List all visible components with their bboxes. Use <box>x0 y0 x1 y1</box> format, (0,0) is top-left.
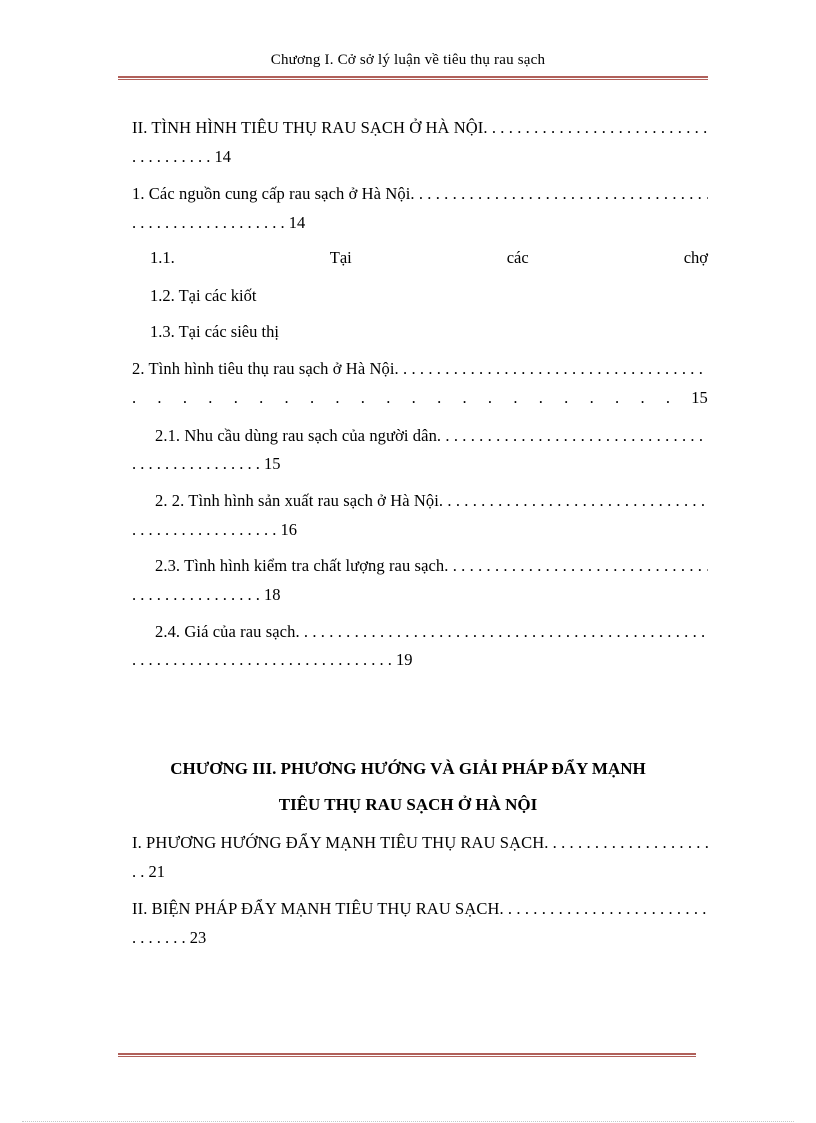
toc-entry-page: . . . . . . . . . . . . . . . . . . . . . . 15 <box>132 388 708 407</box>
toc-entry-title: 2.1. Nhu cầu dùng rau sạch của người dân. . . . <box>155 426 708 445</box>
chapter-heading: CHƯƠNG III. PHƯƠNG HƯỚNG VÀ GIẢI PHÁP ĐẨY MẠNH <box>170 759 646 778</box>
toc-entry-2-2[interactable] <box>155 491 708 511</box>
toc-word: Tại <box>329 248 352 267</box>
toc-entry-title: 2.4. Giá của rau sạch. . . . <box>155 622 708 641</box>
toc-entry-title: 1. Các nguồn cung cấp rau sạch ở Hà Nội. . . . <box>132 184 708 203</box>
toc-entry-title: 2. 2. Tình hình sản xuất rau sạch ở Hà Nội. . . . <box>155 491 708 510</box>
toc-entry-title: II. TÌNH HÌNH TIÊU THỤ RAU SẠCH Ở HÀ NỘI. . . . <box>132 118 708 137</box>
toc-entry-1-1[interactable] <box>150 248 708 268</box>
toc-entry-2-1[interactable] <box>155 426 708 446</box>
toc-entry-title: I. PHƯƠNG HƯỚNG ĐẨY MẠNH TIÊU THỤ RAU SẠCH. . . . <box>132 833 708 852</box>
toc-entry-1-3[interactable]: 1.3. Tại các siêu thị <box>150 322 279 341</box>
toc-entry-2[interactable] <box>132 359 708 379</box>
toc-entry-title: 2. Tình hình tiêu thụ rau sạch ở Hà Nội. . . . <box>132 359 708 378</box>
header-rule <box>118 76 708 80</box>
toc-word: các <box>506 248 529 267</box>
footer-rule <box>118 1053 696 1057</box>
page-edge-divider <box>22 1121 794 1122</box>
toc-entry-2-3[interactable] <box>155 556 708 576</box>
toc-entry-chapter3-i[interactable] <box>132 833 708 853</box>
toc-entry-page: . . . . . . . . . . . . . . . . 18 <box>132 585 281 604</box>
toc-entry-title: 2.3. Tình hình kiểm tra chất lượng rau sạch. . . . <box>155 556 708 575</box>
toc-entry-chapter3-ii[interactable] <box>132 899 708 919</box>
page-number: 15 <box>691 388 708 407</box>
toc-word: 1.1. <box>150 248 175 267</box>
toc-entry-title: II. BIỆN PHÁP ĐẨY MẠNH TIÊU THỤ RAU SẠCH. . . . <box>132 899 708 918</box>
toc-entry-1-2[interactable]: 1.2. Tại các kiốt <box>150 286 257 305</box>
chapter-heading-line2: TIÊU THỤ RAU SẠCH Ở HÀ NỘI <box>278 795 538 814</box>
running-header: Chương I. Cở sở lý luận về tiêu thụ rau sạch <box>270 52 546 68</box>
toc-entry-2-4[interactable] <box>155 622 708 642</box>
toc-entry-page: . . . . . . . . . . . . . . . . . . . . . . . . . . . . . . . . 19 <box>132 650 413 669</box>
toc-entry-page: . . 21 <box>132 862 165 881</box>
toc-entry-page: . . . . . . . . . . . . . . . . 15 <box>132 454 281 473</box>
toc-entry-page: . . . . . . . . . . . . . . . . . . 16 <box>132 520 297 539</box>
toc-entry-1[interactable] <box>132 184 708 204</box>
toc-entry-page: . . . . . . . . . . 14 <box>132 147 231 166</box>
toc-entry-page: . . . . . . . 23 <box>132 928 207 947</box>
toc-word: chợ <box>683 248 708 267</box>
toc-entry-ii[interactable] <box>132 118 708 138</box>
toc-entry-page: . . . . . . . . . . . . . . . . . . . 14 <box>132 213 306 232</box>
